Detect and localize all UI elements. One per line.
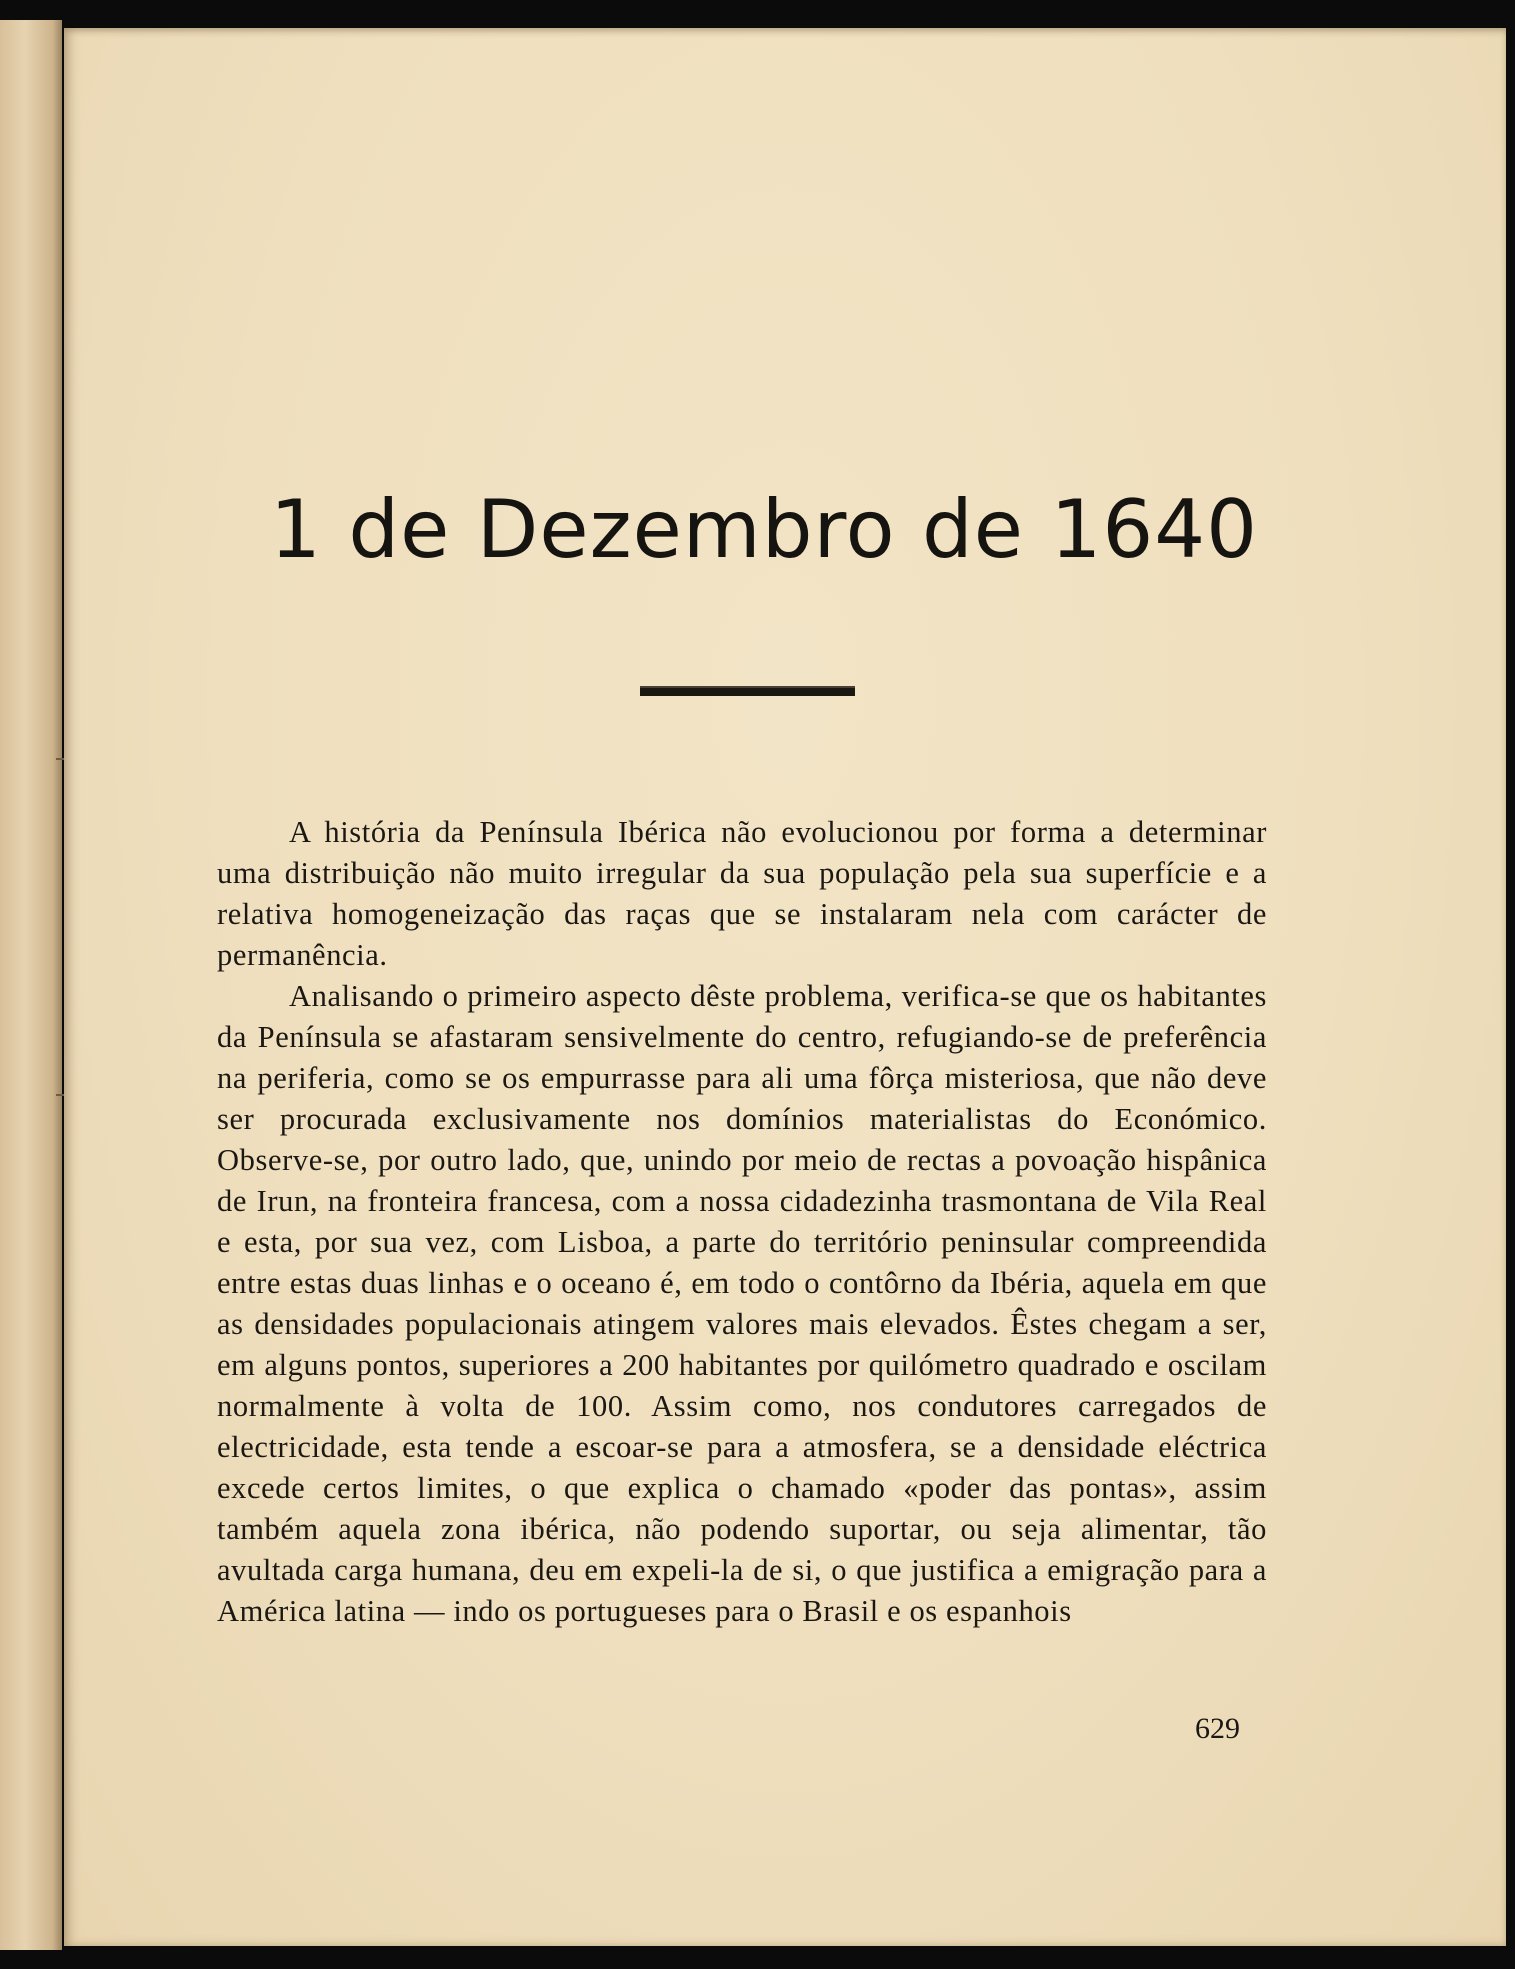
paragraph-1: A história da Península Ibérica não evolucionou por forma a determinar uma distribuição não muito irregular da sua população pela sua superfície e a relativa homogeneização das raças que se instalaram nela com carácter de permanência. — [217, 815, 1267, 972]
body-text — [217, 812, 1267, 1632]
page-number: 629 — [1195, 1712, 1240, 1745]
ornament-rule — [640, 686, 855, 696]
paragraph-2: Analisando o primeiro aspecto dêste problema, verifica-se que os habitantes da Península se afastaram sensivelmente do centro, refugiando-se de preferência na periferia, como se os empurrasse para ali uma fôrça misteriosa, que não deve ser procurada exclusivamente nos domínios materialistas do Económico. Observe-se, por outro lado, que, unindo por meio de rectas a povoação hispânica de Irun, na fronteira francesa, com a nossa cidadezinha trasmontana de Vila Real e esta, por sua vez, com Lisboa, a parte do território peninsular compreendida entre estas duas linhas e o oceano é, em todo o contôrno da Ibéria, aquela em que as densidades populacionais atingem valores mais elevados. Êstes chegam a ser, em alguns pontos, superiores a 200 habitantes por quilómetro quadrado e oscilam normalmente à volta de 100. Assim como, nos condutores carregados de electricidade, esta tende a escoar-se para a atmosfera, se a densidade eléctrica excede certos limites, o que explica o chamado «poder das pontas», assim também aquela zona ibérica, não podendo suportar, ou seja alimentar, tão avultada carga humana, deu em expeli-la de si, o que justifica a emigração para a América latina — indo os portugueses para o Brasil e os espanhois — [217, 979, 1267, 1628]
chapter-title: 1 de Dezembro de 1640 — [270, 483, 1259, 576]
previous-page-edge — [0, 20, 62, 1950]
